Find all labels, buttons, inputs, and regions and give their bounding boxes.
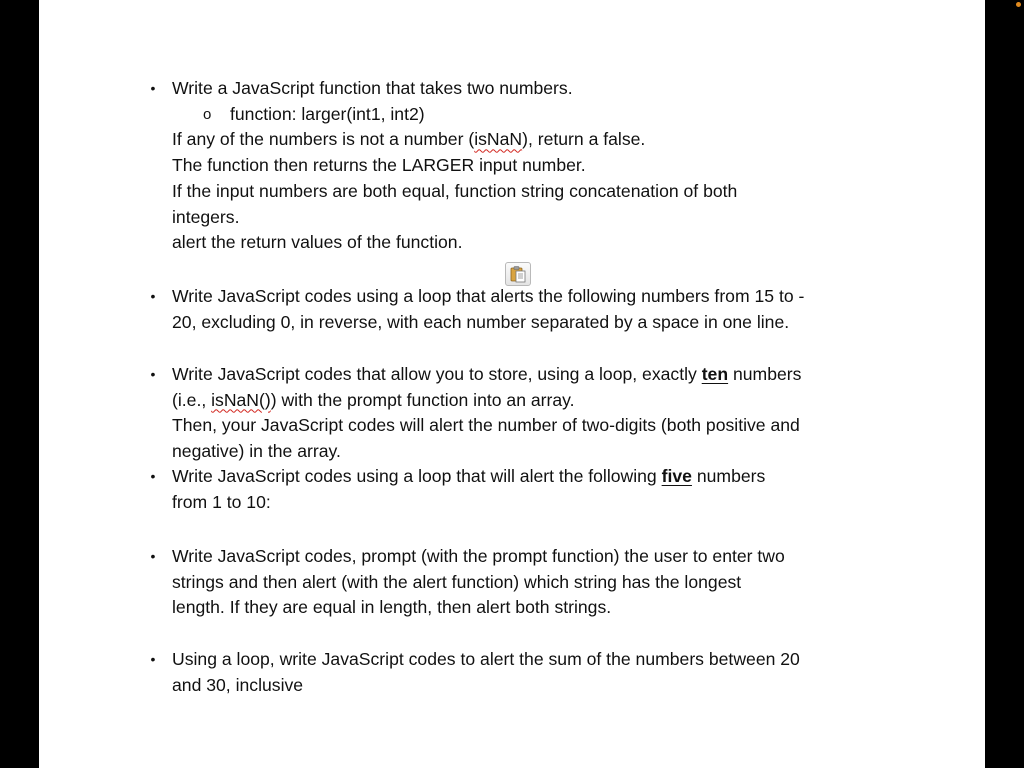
emphasized-word: ten (701, 364, 729, 384)
right-letterbox (985, 0, 1024, 768)
spellcheck-word: isNaN() (211, 389, 271, 410)
sub-item-text: function: larger(int1, int2) (230, 103, 425, 124)
item-text-line: The function then returns the LARGER input number. (172, 155, 586, 176)
bullet-icon: • (150, 80, 156, 96)
spellcheck-word: isNaN (474, 129, 523, 150)
list-item (150, 76, 872, 256)
document-page (39, 0, 985, 768)
recording-indicator-dot (1016, 2, 1021, 7)
item-text-line: 20, excluding 0, in reverse, with each number separated by a space in one line. (172, 311, 790, 332)
bullet-icon: • (150, 288, 156, 304)
item-text-line: negative) in the array. (172, 441, 341, 462)
bullet-icon: • (150, 366, 156, 382)
bullet-icon: • (150, 548, 156, 564)
bullet-icon: • (150, 651, 156, 667)
paste-options-icon[interactable] (505, 262, 531, 286)
item-text-line: Write JavaScript codes using a loop that alerts the following numbers from 15 to - (172, 286, 805, 306)
bullet-icon: • (150, 468, 156, 484)
item-text-line: Write JavaScript codes, prompt (with the prompt function) the user to enter two (172, 546, 785, 566)
item-text-line: alert the return values of the function. (172, 232, 463, 253)
list-item (150, 544, 872, 621)
item-text-line: Write JavaScript codes using a loop that will alert the following five numbers (172, 466, 766, 486)
item-text-line: Then, your JavaScript codes will alert the number of two-digits (both positive and (172, 415, 800, 436)
item-text-line: If the input numbers are both equal, function string concatenation of both (172, 180, 738, 201)
item-text-line: If any of the numbers is not a number (isNaN), return a false. (172, 129, 646, 150)
left-letterbox (0, 0, 39, 768)
list-item (150, 284, 872, 335)
item-text-line: integers. (172, 206, 240, 227)
item-text-line: Using a loop, write JavaScript codes to alert the sum of the numbers between 20 (172, 649, 800, 669)
item-text-line: strings and then alert (with the alert function) which string has the longest (172, 571, 742, 592)
item-text-line: from 1 to 10: (172, 491, 271, 512)
item-text-line: Write JavaScript codes that allow you to store, using a loop, exactly ten numbers (172, 364, 802, 384)
item-text-line: length. If they are equal in length, then alert both strings. (172, 597, 612, 618)
list-item (150, 647, 872, 698)
item-text-line: Write a JavaScript function that takes two numbers. (172, 78, 573, 98)
item-text-line: (i.e., isNaN()) with the prompt function into an array. (172, 389, 575, 410)
sub-bullet-icon: o (203, 105, 212, 123)
list-item (150, 362, 872, 465)
sub-list-item (172, 102, 872, 128)
list-item (150, 464, 872, 515)
item-text-line: and 30, inclusive (172, 674, 304, 695)
emphasized-word: five (661, 466, 692, 486)
clipboard-icon (509, 265, 527, 283)
